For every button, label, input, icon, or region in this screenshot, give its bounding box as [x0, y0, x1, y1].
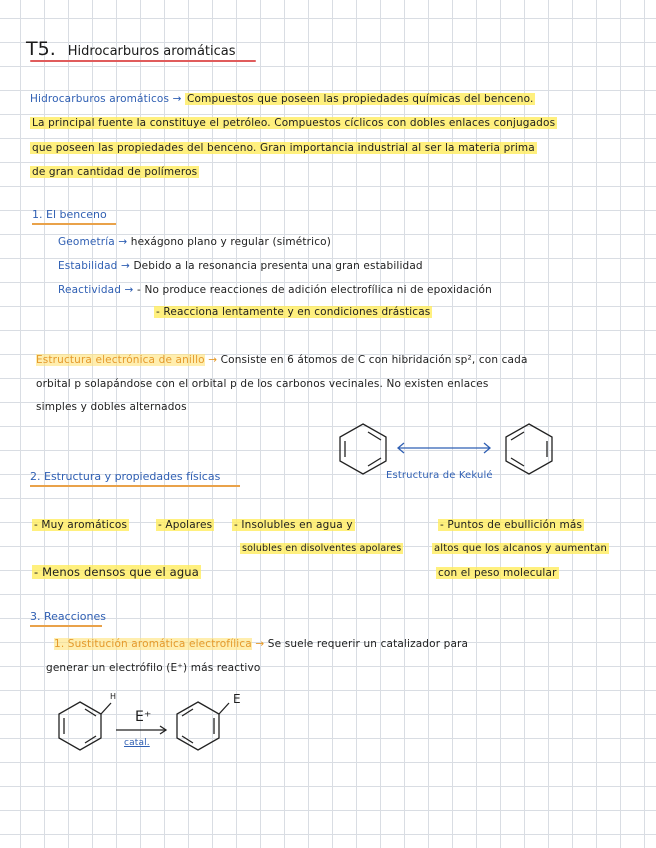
geometry-label: Geometría →	[58, 236, 128, 248]
electronic-line-1-rest: Consiste en 6 átomos de C con hibridación sp², con cada	[220, 354, 528, 366]
section-1-heading: 1. El benceno	[32, 208, 107, 221]
prop-boiling-2: altos que los alcanos y aumentan	[434, 543, 607, 554]
electrophilic-subheading: 1. Sustitución aromática electrofílica	[54, 638, 252, 650]
stability-label: Estabilidad →	[58, 260, 130, 272]
reactivity-label: Reactividad →	[58, 284, 134, 296]
reactivity-line-2: - Reacciona lentamente y en condiciones drásticas	[156, 306, 431, 318]
label-E: E	[233, 692, 241, 706]
intro-arrow: →	[172, 93, 182, 105]
electronic-line-2: orbital p solapándose con el orbital p de los carbonos vecinales. No existen enlaces	[36, 378, 489, 390]
intro-term: Hidrocarburos aromáticos	[30, 93, 170, 105]
catalyst-label: catal.	[124, 738, 150, 748]
prop-boiling-1: - Puntos de ebullición más	[440, 519, 583, 531]
prop-boiling-3: con el peso molecular	[438, 567, 557, 579]
benzene-reactant-ring	[59, 702, 111, 750]
electronic-line-3: simples y dobles alternados	[36, 401, 187, 413]
intro-line-1-rest: Compuestos que poseen las propiedades químicas del benceno.	[187, 93, 534, 105]
benzene-product-ring	[177, 702, 229, 750]
prop-insoluble-1: - Insolubles en agua y	[234, 519, 353, 531]
prop-aromatic: - Muy aromáticos	[34, 519, 128, 531]
electrophilic-line-2: generar un electrófilo (E⁺) más reactivo	[46, 662, 261, 674]
prop-apolar: - Apolares	[158, 519, 213, 531]
label-H: H	[110, 692, 117, 701]
title-text: Hidrocarburos aromáticas	[67, 44, 236, 59]
title-number: T5.	[26, 38, 56, 60]
reagent-label: E⁺	[135, 709, 152, 725]
electronic-term: Estructura electrónica de anillo	[36, 354, 205, 366]
intro-line-4: de gran cantidad de polímeros	[32, 166, 198, 178]
stability-text: Debido a la resonancia presenta una gran estabilidad	[133, 260, 423, 272]
section-2-heading: 2. Estructura y propiedades físicas	[30, 470, 221, 483]
section-3-heading: 3. Reacciones	[30, 610, 107, 623]
reactivity-text-1: - No produce reacciones de adición electrofílica ni de epoxidación	[137, 284, 492, 296]
electrophilic-line-1-rest: Se suele requerir un catalizador para	[267, 638, 469, 650]
geometry-text: hexágono plano y regular (simétrico)	[130, 236, 331, 248]
kekule-caption: Estructura de Kekulé	[386, 470, 493, 481]
electrophilic-arrow: →	[255, 638, 265, 650]
intro-line-3: que poseen las propiedades del benceno. Gran importancia industrial al ser la materia prima	[32, 142, 535, 154]
electronic-arrow: →	[208, 354, 218, 366]
intro-line-2: La principal fuente la constituye el petróleo. Compuestos cíclicos con dobles enlaces conjugados	[32, 117, 556, 129]
prop-density: - Menos densos que el agua	[34, 565, 199, 579]
prop-insoluble-2: solubles en disolventes apolares	[242, 543, 402, 554]
reaction-arrow	[116, 726, 166, 734]
